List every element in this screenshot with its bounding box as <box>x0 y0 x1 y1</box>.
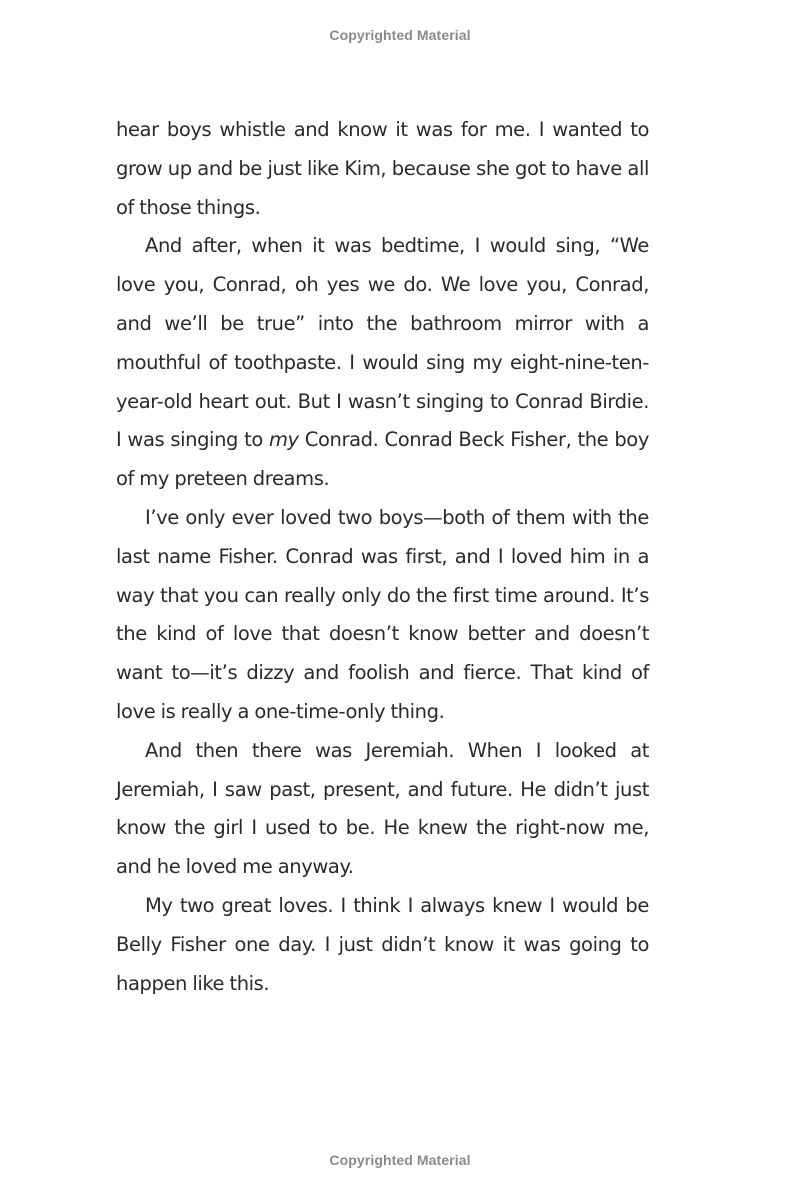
page-text-body <box>116 111 649 1003</box>
copyright-watermark-bottom: Copyrighted Material <box>329 1152 471 1168</box>
paragraph-bedtime-part-2: Conrad. Conrad Beck Fisher, the boy of my preteen dreams. <box>116 428 649 491</box>
paragraph-bedtime <box>116 227 649 499</box>
paragraph-continuation: hear boys whistle and know it was for me. I wanted to grow up and be just like Kim, because she got to have all of those things. <box>116 118 649 219</box>
paragraph-two-boys: I’ve only ever loved two boys—both of them with the last name Fisher. Conrad was first, and I loved him in a way that you can really only do the first time around. It’s the kind of love that doesn’t know better and doesn’t want to—it’s dizzy and foolish and fierce. That kind of love is really a one-time-only thing. <box>116 505 649 723</box>
copyright-watermark-top: Copyrighted Material <box>329 27 471 43</box>
paragraph-bedtime-part-1: And after, when it was bedtime, I would sing, “We love you, Conrad, oh yes we do. We love you, Conrad, and we’ll be true” into the bathroom mirror with a mouthful of toothpaste. I would sing my eight-nine-ten-year-old heart out. But I wasn’t singing to Conrad Birdie. I was singing to <box>116 234 649 452</box>
paragraph-bedtime-emphasis: my <box>268 428 299 452</box>
paragraph-great-loves: My two great loves. I think I always knew I would be Belly Fisher one day. I just didn’t know it was going to happen like this. <box>116 893 649 995</box>
paragraph-jeremiah: And then there was Jeremiah. When I looked at Jeremiah, I saw past, present, and future. He didn’t just know the girl I used to be. He knew the right-now me, and he loved me anyway. <box>116 738 649 879</box>
